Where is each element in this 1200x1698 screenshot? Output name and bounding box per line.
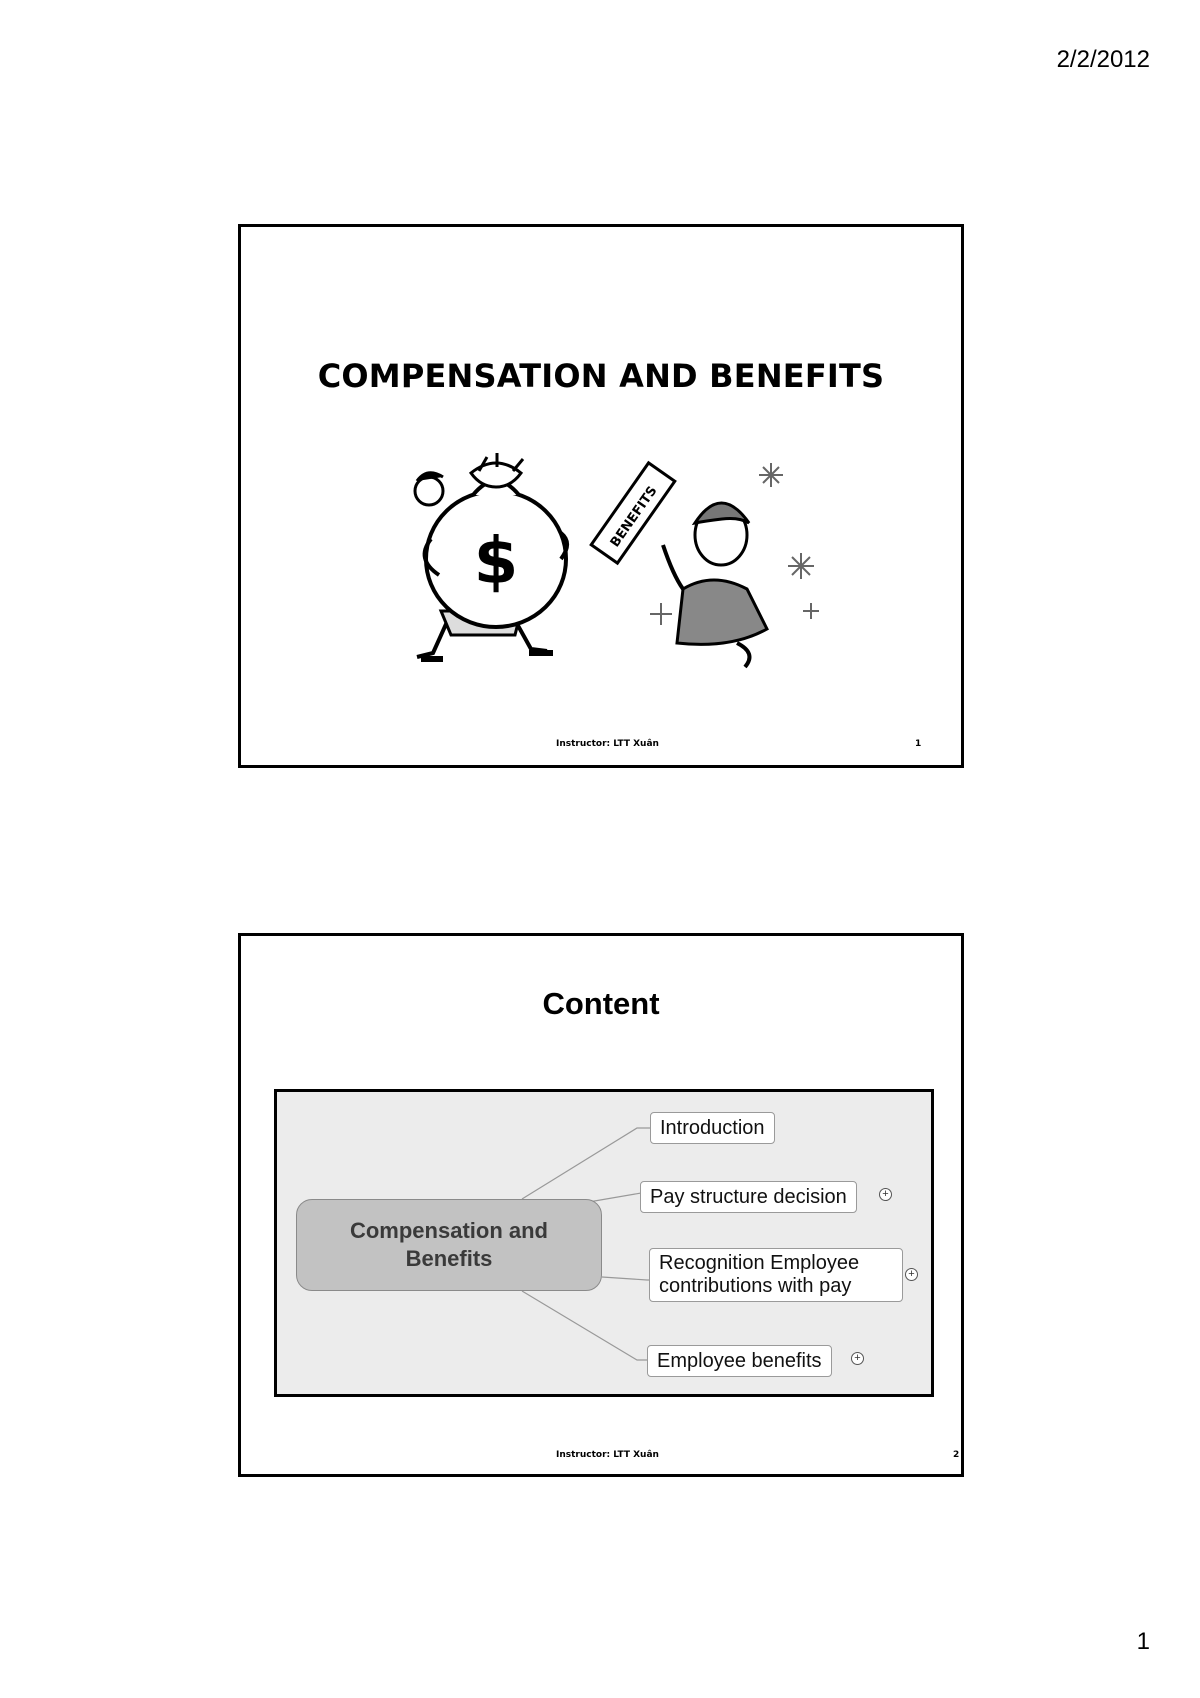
page-number: 1 (1136, 1628, 1150, 1655)
slide-2-title: Content (542, 986, 660, 1021)
slide-1-number: 1 (915, 739, 922, 749)
clipart-money-and-benefits (401, 453, 821, 673)
mind-map-branch-recognition: Recognition Employee contributions with pay (649, 1248, 903, 1302)
money-bag-dollar-symbol: $ (473, 525, 519, 599)
slide-2-footer: Instructor: LTT Xuân (556, 1450, 659, 1460)
benefits-sign-text: BENEFITS (607, 483, 661, 551)
mind-map-branch-pay-structure: Pay structure decision (640, 1181, 857, 1213)
mind-map-central-node: Compensation and Benefits (296, 1199, 602, 1291)
mind-map-branch-employee-benefits: Employee benefits (647, 1345, 832, 1377)
slide-1-footer: Instructor: LTT Xuân (556, 739, 659, 749)
expand-plus-icon[interactable]: + (851, 1352, 864, 1365)
page-date: 2/2/2012 (1056, 46, 1150, 73)
woman-with-benefits-sign-illustration (591, 463, 767, 667)
slide-2-number: 2 (953, 1450, 960, 1460)
slide-1 (238, 224, 964, 768)
slide-1-title: COMPENSATION AND BENEFITS (317, 357, 885, 395)
slide-2 (238, 933, 964, 1477)
expand-plus-icon[interactable]: + (905, 1268, 918, 1281)
expand-plus-icon[interactable]: + (879, 1188, 892, 1201)
mind-map-branch-introduction: Introduction (650, 1112, 775, 1144)
mind-map (274, 1089, 934, 1397)
